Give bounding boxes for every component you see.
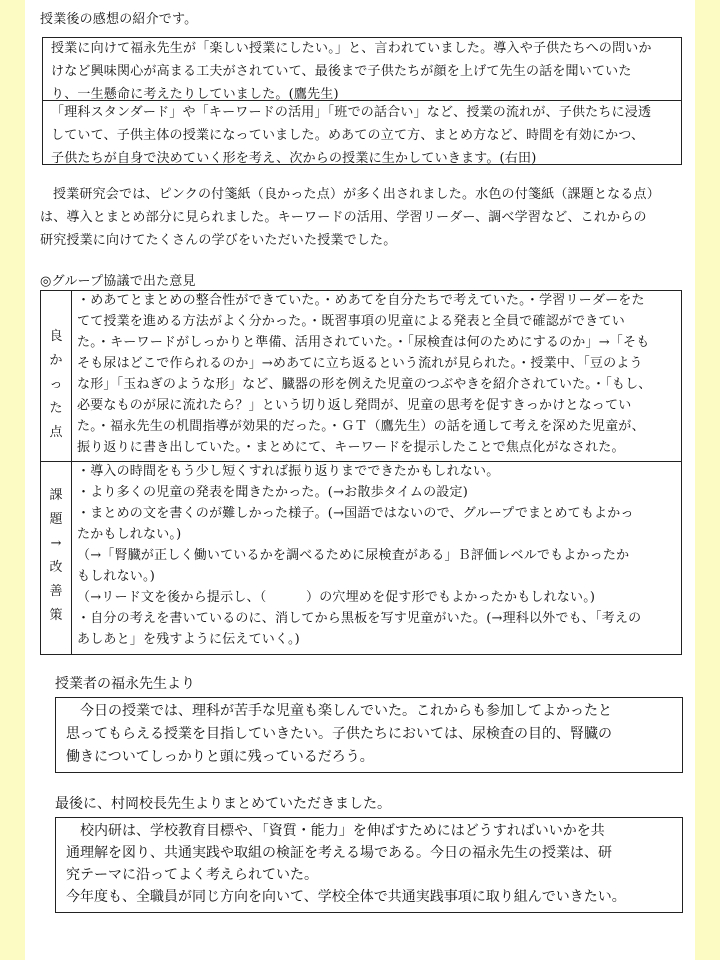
label-char: た bbox=[49, 401, 63, 416]
comment-2-line: 子供たちが自身で決めていく形を考え、次からの授業に生かしていきます。(右田) bbox=[51, 151, 537, 166]
summary-line: 研究授業に向けてたくさんの学びをいただいた授業でした。 bbox=[40, 233, 397, 248]
principal-line: 通理解を図り、共通実践や取組の検証を考える場である。今日の福永先生の授業は、研 bbox=[66, 845, 612, 861]
comments-box bbox=[42, 37, 682, 165]
label-char: っ bbox=[49, 377, 63, 392]
good-point-line: てて授業を進める方法がよく分かった。・既習事項の児童による発表と全員で確認ができてい bbox=[77, 314, 625, 329]
label-char: 善 bbox=[49, 584, 63, 599]
comment-2-line: 「理科スタンダード」や「キーワードの活用」「班での話合い」など、授業の流れが、子供たちに浸透 bbox=[51, 105, 652, 120]
issues-text bbox=[77, 461, 641, 650]
comment-2 bbox=[51, 101, 651, 170]
column-divider bbox=[71, 291, 72, 461]
good-point-line: ・めあてとまとめの整合性ができていた。・めあてを自分たちで考えていた。・学習リーダーをた bbox=[77, 293, 645, 308]
label-char: → bbox=[50, 536, 62, 551]
issue-line: たかもしれない。) bbox=[77, 527, 182, 542]
issue-line: ・より多くの児童の発表を聞きたかった。(→お散歩タイムの設定) bbox=[77, 485, 468, 500]
label-char: 題 bbox=[49, 512, 63, 527]
principal-line: 究テーマに沿ってよく考えられていた。 bbox=[66, 867, 318, 883]
good-point-line: そも尿はどこで作られるのか」→めあてに立ち返るという流れが見られた。・授業中、「豆のよう bbox=[77, 356, 643, 371]
summary-line: は、導入とまとめ部分に見られました。キーワードの活用、学習リーダー、調べ学習など、これからの bbox=[40, 210, 647, 225]
issues-label bbox=[41, 484, 71, 628]
good-points-row bbox=[41, 291, 681, 461]
label-char: か bbox=[49, 353, 63, 368]
issue-line: あしあと」を残すように伝えていく。) bbox=[77, 632, 300, 647]
good-points-label bbox=[41, 325, 71, 445]
teacher-box bbox=[55, 697, 683, 773]
issue-line: ・導入の時間をもう少し短くすれば振り返りまでできたかもしれない。 bbox=[77, 464, 500, 479]
good-point-line: た。・キーワードがしっかりと準備、活用されていた。・「尿検査は何のためにするのか」→「そも bbox=[77, 335, 650, 350]
teacher-heading: 授業者の福永先生より bbox=[55, 676, 195, 692]
issues-row bbox=[41, 462, 681, 654]
label-char: 点 bbox=[49, 425, 63, 440]
group-heading: ◎グループ協議で出た意見 bbox=[40, 274, 196, 289]
summary-paragraph bbox=[40, 183, 660, 252]
issue-line: （→「腎臓が正しく働いているかを調べるために尿検査がある」Ｂ評価レベルでもよかったか bbox=[77, 548, 630, 563]
teacher-text bbox=[66, 700, 612, 769]
intro-heading: 授業後の感想の紹介です。 bbox=[40, 12, 198, 27]
principal-text bbox=[66, 820, 626, 908]
good-point-line: た。・福永先生の机間指導が効果的だった。・ＧＴ（鷹先生）の話を通して考えを深めた児童が、 bbox=[77, 419, 645, 434]
label-char: 策 bbox=[49, 608, 63, 623]
label-char: 課 bbox=[49, 488, 63, 503]
issue-line: （→リード文を後から提示し、（ ）の穴埋めを促す形でもよかったかもしれない。) bbox=[77, 590, 596, 605]
issue-line: もしれない。) bbox=[77, 569, 155, 584]
comment-1-line: けなど興味関心が高まる工夫がされていて、最後まで子供たちが顔を上げて先生の話を聞いていた bbox=[51, 64, 632, 79]
comment-1-line: 授業に向けて福永先生が「楽しい授業にしたい。」と、言われていました。導入や子供たちへの問いか bbox=[51, 41, 652, 56]
summary-line: 授業研究会では、ピンクの付箋紙（良かった点）が多く出されました。水色の付箋紙（課題となる点） bbox=[53, 187, 660, 202]
document-page bbox=[25, 0, 695, 960]
teacher-line: 今日の授業では、理科が苦手な児童も楽しんでいた。これからも参加してよかったと bbox=[80, 703, 612, 719]
good-point-line: 振り返りに書き出していた。・まとめにて、キーワードを提示したことで焦点化がなされた。 bbox=[77, 440, 625, 455]
label-char: 改 bbox=[49, 560, 63, 575]
good-point-line: な形」「玉ねぎのような形」など、臓器の形を例えた児童のつぶやきを紹介されていた。・「もし、 bbox=[77, 377, 652, 392]
comment-1-line: り、一生懸命に考えたりしていました。(鷹先生) bbox=[51, 87, 339, 102]
principal-heading: 最後に、村岡校長先生よりまとめていただきました。 bbox=[55, 796, 391, 812]
comment-1 bbox=[51, 37, 652, 106]
principal-line: 校内研は、学校教育目標や、「資質・能力」を伸ばすためにはどうすればいいかを共 bbox=[80, 823, 605, 839]
teacher-line: 働きについてしっかりと頭に残っているだろう。 bbox=[66, 749, 374, 765]
issue-line: ・まとめの文を書くのが難しかった様子。(→国語ではないので、グループでまとめてもよかっ bbox=[77, 506, 634, 521]
principal-line: 今年度も、全職員が同じ方向を向いて、学校全体で共通実践事項に取り組んでいきたい。 bbox=[66, 889, 626, 905]
group-table bbox=[40, 290, 682, 655]
principal-box bbox=[55, 817, 683, 913]
good-points-text bbox=[77, 290, 652, 458]
comment-2-line: していて、子供主体の授業になっていました。めあての立て方、まとめ方など、時間を有効にかつ、 bbox=[51, 128, 645, 143]
column-divider bbox=[71, 462, 72, 654]
issue-line: ・自分の考えを書いているのに、消してから黒板を写す児童がいた。(→理科以外でも、「考えの bbox=[77, 611, 642, 626]
label-char: 良 bbox=[49, 329, 63, 344]
teacher-line: 思ってもらえる授業を目指していきたい。子供たちにおいては、尿検査の目的、腎臓の bbox=[66, 726, 612, 742]
good-point-line: 必要なものが尿に流れたら？」という切り返し発問が、児童の思考を促すきっかけとなってい bbox=[77, 398, 632, 413]
